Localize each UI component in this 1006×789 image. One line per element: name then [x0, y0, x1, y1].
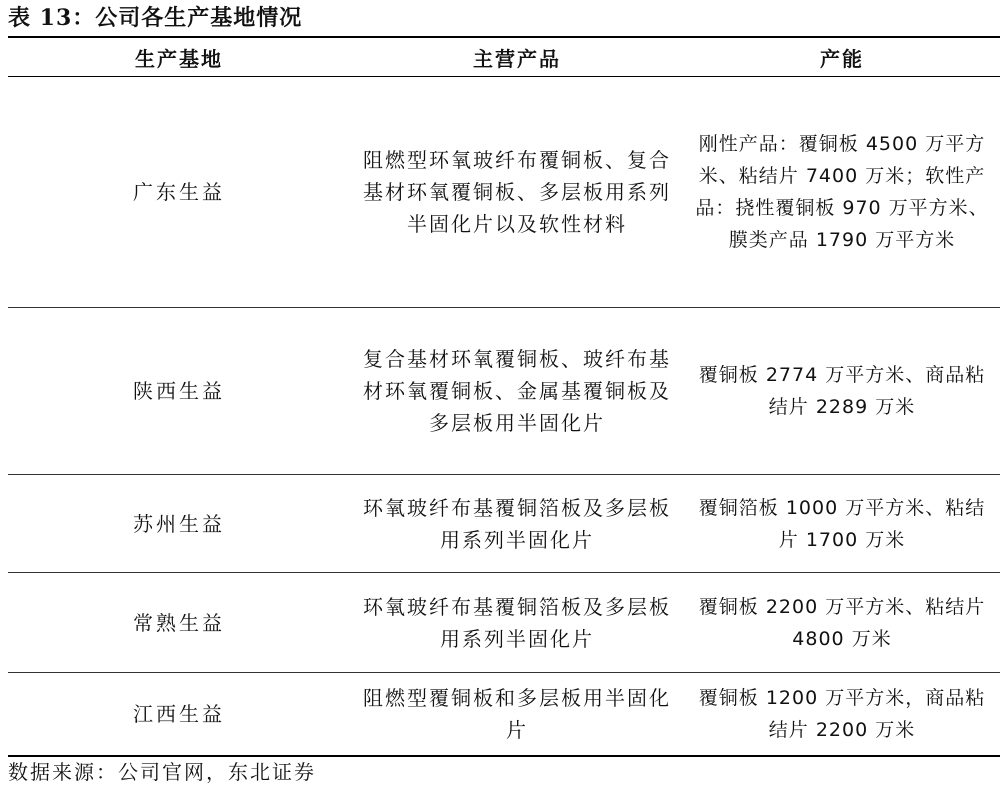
table-row	[8, 308, 1000, 475]
cell-base: 广东生益	[133, 180, 225, 204]
production-base-table	[8, 36, 1000, 757]
table-row	[8, 573, 1000, 673]
table-header-row	[8, 37, 1000, 77]
cell-base: 苏州生益	[133, 511, 225, 536]
table-title: 表 13：公司各生产基地情况	[8, 5, 303, 31]
header-base: 生产基地	[135, 46, 223, 71]
cell-capacity: 覆铜箔板 1000 万平方米、粘结片 1700 万米	[698, 496, 986, 551]
cell-products: 阻燃型环氧玻纤布覆铜板、复合基材环氧覆铜板、多层板用系列半固化片以及软性材料	[363, 148, 671, 236]
cell-products: 阻燃型覆铜板和多层板用半固化片	[363, 686, 671, 742]
header-products: 主营产品	[473, 46, 561, 71]
cell-base: 常熟生益	[133, 610, 225, 635]
source-note: 数据来源：公司官网，东北证券	[8, 760, 316, 784]
cell-capacity: 刚性产品：覆铜板 4500 万平方米、粘结片 7400 万米；软性产品：挠性覆铜板 970 万平方米、膜类产品 1790 万平方米	[695, 133, 989, 251]
cell-capacity: 覆铜板 2774 万平方米、商品粘结片 2289 万米	[698, 364, 986, 418]
cell-base: 陕西生益	[133, 379, 225, 403]
cell-products: 复合基材环氧覆铜板、玻纤布基材环氧覆铜板、金属基覆铜板及多层板用半固化片	[363, 347, 671, 435]
cell-products: 环氧玻纤布基覆铜箔板及多层板用系列半固化片	[363, 594, 671, 651]
cell-products: 环氧玻纤布基覆铜箔板及多层板用系列半固化片	[363, 495, 671, 552]
cell-capacity: 覆铜板 2200 万平方米、粘结片 4800 万米	[698, 595, 986, 650]
cell-capacity: 覆铜板 1200 万平方米，商品粘结片 2200 万米	[698, 687, 986, 741]
header-capacity: 产能	[820, 46, 864, 71]
cell-base: 江西生益	[133, 702, 225, 726]
table-row	[8, 475, 1000, 573]
table-row	[8, 77, 1000, 308]
table-row	[8, 673, 1000, 757]
capacity-table-wrapper	[8, 36, 1000, 757]
